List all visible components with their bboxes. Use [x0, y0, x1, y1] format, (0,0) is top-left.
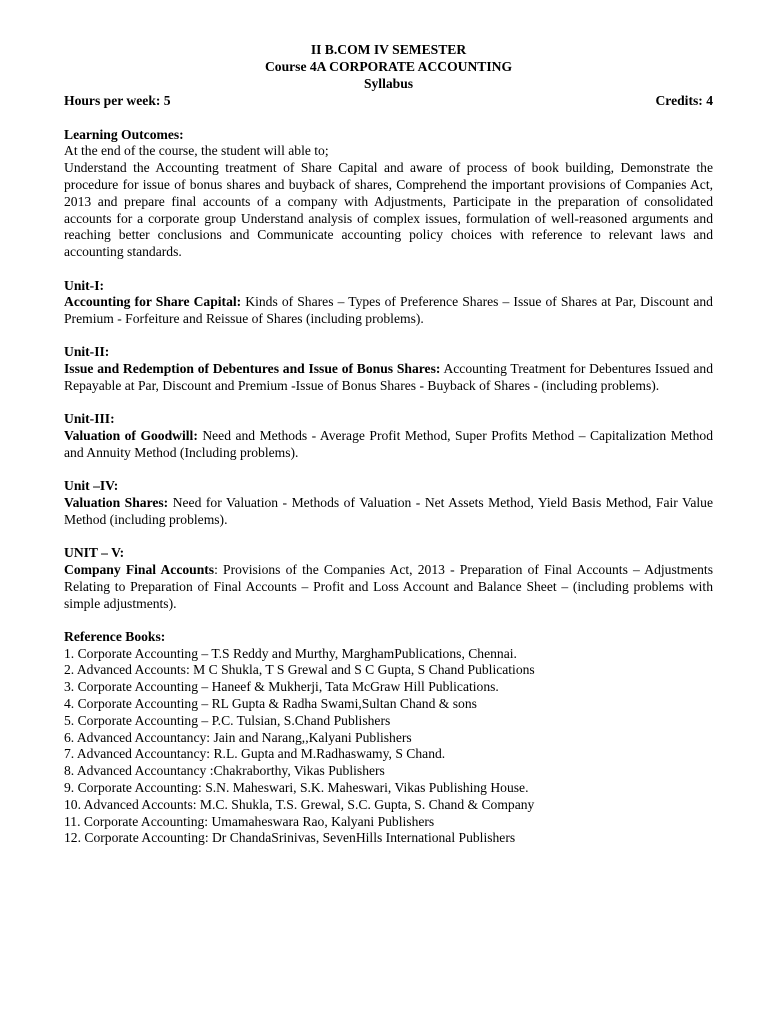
unit-4-section — [64, 478, 713, 528]
unit-5-section — [64, 545, 713, 612]
reference-item: 11. Corporate Accounting: Umamaheswara Rao, Kalyani Publishers — [64, 813, 435, 829]
course-title: Course 4A CORPORATE ACCOUNTING — [264, 58, 513, 74]
unit-5-title: Company Final Accounts — [64, 561, 215, 577]
hours-per-week: Hours per week: 5 — [64, 93, 171, 109]
unit-3-title: Valuation of Goodwill: — [64, 428, 198, 444]
reference-item: 3. Corporate Accounting – Haneef & Mukherji, Tata McGraw Hill Publications. — [64, 679, 499, 695]
reference-books-heading: Reference Books: — [64, 628, 166, 644]
unit-3-section — [64, 411, 713, 461]
learning-outcomes-heading: Learning Outcomes: — [64, 126, 184, 142]
learning-outcomes-intro: At the end of the course, the student will able to; — [64, 143, 329, 159]
unit-2-section — [64, 344, 713, 394]
unit-5-text: : Provisions of the Companies Act, 2013 - Preparation of Final Accounts – Adjustments Relating to Preparation of Final Accounts – Profit and Loss Account and Balance Sheet – (including problems with simple adjustments). — [64, 561, 713, 611]
reference-item: 2. Advanced Accounts: M C Shukla, T S Grewal and S C Gupta, S Chand Publications — [64, 662, 535, 678]
semester-title: II B.COM IV SEMESTER — [310, 42, 467, 57]
reference-item: 4. Corporate Accounting – RL Gupta & Radha Swami,Sultan Chand & sons — [64, 696, 477, 711]
reference-books-section — [64, 629, 713, 847]
unit-4-description — [64, 495, 713, 529]
unit-1-section — [64, 278, 713, 328]
unit-1-description — [64, 294, 713, 328]
unit-3-description — [64, 428, 713, 462]
reference-item: 8. Advanced Accountancy :Chakraborthy, Vikas Publishers — [64, 763, 385, 779]
unit-2-label: Unit-II: — [64, 344, 110, 360]
unit-4-title: Valuation Shares: — [64, 495, 169, 511]
learning-outcomes-body: Understand the Accounting treatment of Share Capital and aware of process of book building, Demonstrate the procedure for issue of bonus shares and buyback of shares, Comprehend the important provisions of Companies Act, 2013 and prepare final accounts of a company with Adjustments, Participate in the preparation of consolidated accounts for a corporate group Understand analysis of complex issues, formulation of well-reasoned arguments and reaching better conclusions and Communicate accounting policy choices with reference to relevant laws and accounting standards. — [64, 160, 713, 260]
unit-1-text: Kinds of Shares – Types of Preference Shares – Issue of Shares at Par, Discount and Premium - Forfeiture and Reissue of Shares (including problems). — [64, 294, 713, 327]
syllabus-content — [64, 42, 713, 847]
unit-3-label: Unit-III: — [64, 411, 115, 427]
reference-item: 1. Corporate Accounting – T.S Reddy and Murthy, MarghamPublications, Chennai. — [64, 645, 517, 661]
reference-item: 10. Advanced Accounts: M.C. Shukla, T.S. Grewal, S.C. Gupta, S. Chand & Company — [64, 796, 535, 812]
reference-books-list — [64, 646, 713, 848]
reference-item: 5. Corporate Accounting – P.C. Tulsian, S.Chand Publishers — [64, 712, 391, 728]
reference-item: 12. Corporate Accounting: Dr ChandaSrinivas, SevenHills International Publishers — [64, 830, 516, 846]
unit-1-label: Unit-I: — [64, 277, 105, 293]
unit-5-label: UNIT – V: — [64, 545, 125, 561]
reference-item: 7. Advanced Accountancy: R.L. Gupta and M.Radhaswamy, S Chand. — [64, 746, 446, 762]
unit-4-text: Need for Valuation - Methods of Valuation - Net Assets Method, Yield Basis Method, Fair Value Method (including problems). — [64, 495, 713, 527]
syllabus-title: Syllabus — [363, 75, 414, 91]
unit-2-text: Accounting Treatment for Debentures Issued and Repayable at Par, Discount and Premium -Issue of Bonus Shares - Buyback of Shares - (including problems). — [64, 361, 713, 394]
learning-outcomes-section — [64, 127, 713, 261]
hours-credits-row — [64, 93, 713, 110]
unit-4-label: Unit –IV: — [64, 478, 119, 494]
unit-1-title: Accounting for Share Capital: — [64, 294, 242, 310]
unit-2-title: Issue and Redemption of Debentures and Issue of Bonus Shares: — [64, 361, 441, 377]
unit-2-description — [64, 361, 713, 395]
credits: Credits: 4 — [655, 93, 713, 109]
reference-item: 9. Corporate Accounting: S.N. Maheswari, S.K. Maheswari, Vikas Publishing House. — [64, 779, 529, 795]
reference-item: 6. Advanced Accountancy: Jain and Narang,,Kalyani Publishers — [64, 729, 412, 745]
unit-3-text: Need and Methods - Average Profit Method, Super Profits Method – Capitalization Method and Annuity Method (Including problems). — [64, 428, 713, 460]
unit-5-description — [64, 562, 713, 612]
